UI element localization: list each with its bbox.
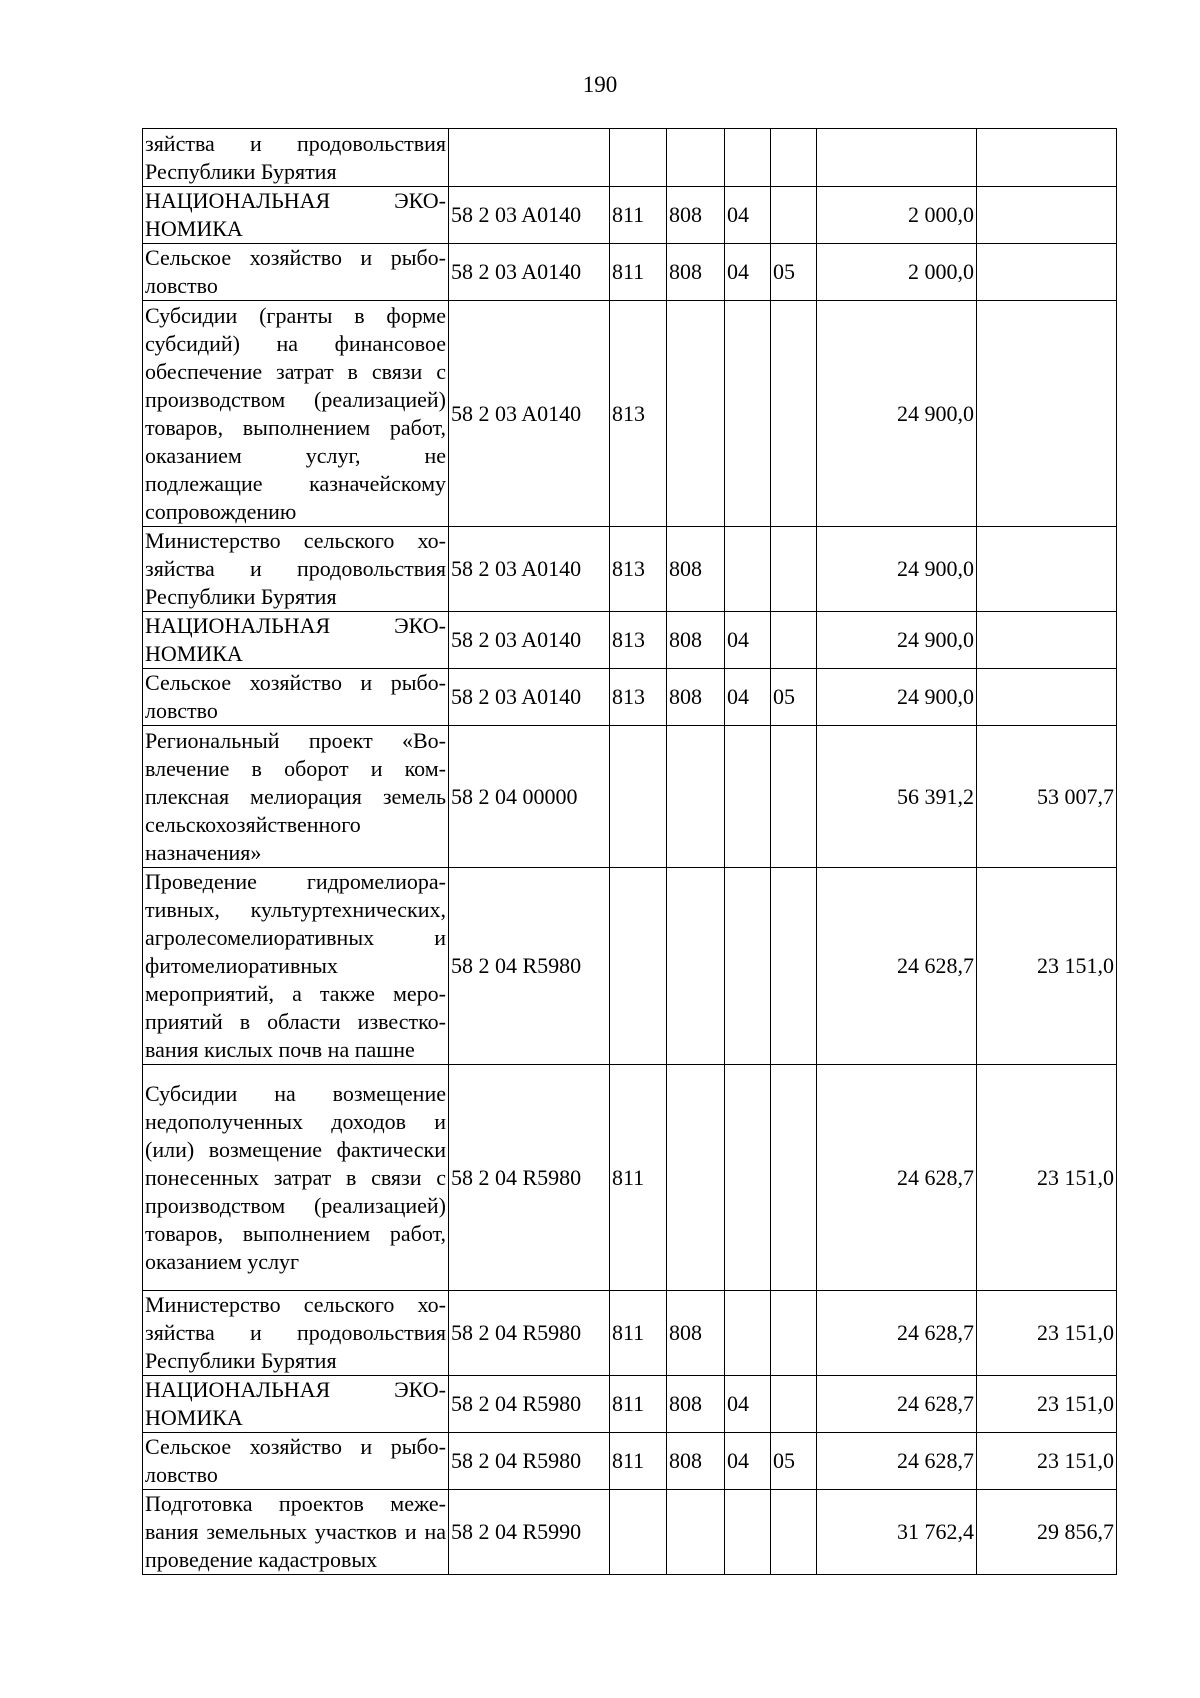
subsection-code [771,187,817,244]
table-row [143,1065,1117,1291]
row-name: Сельское хозяйство и рыболовство [143,1433,449,1490]
amount-year-1: 24 628,7 [817,1433,977,1490]
target-article-code: 58 2 03 A0140 [449,669,610,726]
section-code [725,1291,771,1376]
target-article-code: 58 2 03 A0140 [449,301,610,527]
section-code [725,527,771,612]
amount-year-2: 23 151,0 [977,868,1117,1065]
amount-year-1: 24 900,0 [817,669,977,726]
ministry-code: 808 [667,527,725,612]
expense-type-code: 811 [610,1433,667,1490]
section-code: 04 [725,612,771,669]
subsection-code [771,301,817,527]
section-code: 04 [725,1376,771,1433]
section-code [725,301,771,527]
row-name: Сельское хозяйство и рыболовство [143,244,449,301]
amount-year-1: 2 000,0 [817,244,977,301]
row-name: Субсидии (гранты в форме субсидий) на финансовое обеспечение затрат в связи с производством (реализацией) товаров, выполнением работ, оказанием услуг, не подлежащие казначейскому сопровождению [143,301,449,527]
ministry-code: 808 [667,1291,725,1376]
amount-year-1: 56 391,2 [817,726,977,868]
amount-year-2 [977,527,1117,612]
ministry-code: 808 [667,244,725,301]
row-name: НАЦИОНАЛЬНАЯ ЭКОНОМИКА [143,1376,449,1433]
row-name: Министерство сельского хозяйства и продовольствия Республики Бурятия [143,1291,449,1376]
expense-type-code: 811 [610,1065,667,1291]
subsection-code [771,1065,817,1291]
amount-year-1: 24 628,7 [817,868,977,1065]
expense-type-code [610,726,667,868]
row-name: Субсидии на возмещение недополученных доходов и (или) возмещение фактически понесенных затрат в связи с производством (реализацией) товаров, выполнением работ, оказанием услуг [143,1065,449,1291]
table-row [143,1376,1117,1433]
expense-type-code: 813 [610,527,667,612]
target-article-code: 58 2 04 R5990 [449,1490,610,1575]
ministry-code [667,1065,725,1291]
subsection-code: 05 [771,669,817,726]
expense-type-code: 811 [610,244,667,301]
expense-type-code: 813 [610,301,667,527]
subsection-code [771,868,817,1065]
amount-year-1: 24 628,7 [817,1376,977,1433]
amount-year-1: 24 628,7 [817,1065,977,1291]
row-name: Региональный проект «Вовлечение в оборот и комплексная мелиорация земель сельскохозяйственного назначения» [143,726,449,868]
subsection-code: 05 [771,1433,817,1490]
amount-year-1 [817,129,977,187]
amount-year-1: 24 628,7 [817,1291,977,1376]
expense-type-code: 813 [610,669,667,726]
ministry-code: 808 [667,1376,725,1433]
ministry-code: 808 [667,187,725,244]
subsection-code [771,1490,817,1575]
target-article-code: 58 2 03 A0140 [449,187,610,244]
table-row [143,669,1117,726]
subsection-code: 05 [771,244,817,301]
target-article-code: 58 2 04 R5980 [449,1291,610,1376]
amount-year-2 [977,129,1117,187]
subsection-code [771,612,817,669]
subsection-code [771,1376,817,1433]
expense-type-code [610,1490,667,1575]
row-name: Подготовка проектов межевания земельных участков и на проведение кадастровых [143,1490,449,1575]
table-row [143,187,1117,244]
amount-year-2 [977,669,1117,726]
amount-year-1: 24 900,0 [817,527,977,612]
table-row [143,129,1117,187]
target-article-code: 58 2 04 R5980 [449,868,610,1065]
target-article-code: 58 2 04 00000 [449,726,610,868]
ministry-code [667,868,725,1065]
subsection-code [771,527,817,612]
table-row [143,1433,1117,1490]
amount-year-2: 23 151,0 [977,1433,1117,1490]
ministry-code: 808 [667,612,725,669]
amount-year-2 [977,187,1117,244]
table-row [143,527,1117,612]
subsection-code [771,726,817,868]
subsection-code [771,129,817,187]
target-article-code: 58 2 03 A0140 [449,612,610,669]
ministry-code [667,301,725,527]
section-code [725,129,771,187]
amount-year-2 [977,301,1117,527]
expense-type-code: 811 [610,1376,667,1433]
amount-year-2: 29 856,7 [977,1490,1117,1575]
section-code [725,726,771,868]
target-article-code: 58 2 04 R5980 [449,1065,610,1291]
target-article-code: 58 2 03 A0140 [449,527,610,612]
amount-year-2: 23 151,0 [977,1291,1117,1376]
row-name: Сельское хозяйство и рыболовство [143,669,449,726]
amount-year-2 [977,612,1117,669]
table-row [143,612,1117,669]
table-body [143,129,1117,1575]
target-article-code [449,129,610,187]
row-name: Проведение гидромелиоративных, культуртехнических, агролесомелиоративных и фитомелиоративных мероприятий, а также мероприятий в области известкования кислых почв на пашне [143,868,449,1065]
expense-type-code: 811 [610,1291,667,1376]
row-name: НАЦИОНАЛЬНАЯ ЭКОНОМИКА [143,187,449,244]
table-row [143,1490,1117,1575]
amount-year-2: 23 151,0 [977,1065,1117,1291]
target-article-code: 58 2 03 A0140 [449,244,610,301]
section-code [725,1490,771,1575]
amount-year-1: 24 900,0 [817,301,977,527]
budget-table [142,128,1117,1575]
ministry-code [667,1490,725,1575]
section-code [725,1065,771,1291]
ministry-code [667,726,725,868]
table-row [143,726,1117,868]
table-row [143,1291,1117,1376]
subsection-code [771,1291,817,1376]
target-article-code: 58 2 04 R5980 [449,1433,610,1490]
expense-type-code [610,868,667,1065]
amount-year-2: 23 151,0 [977,1376,1117,1433]
expense-type-code [610,129,667,187]
expense-type-code: 813 [610,612,667,669]
row-name: зяйства и продовольствия Республики Бурятия [143,129,449,187]
section-code: 04 [725,669,771,726]
target-article-code: 58 2 04 R5980 [449,1376,610,1433]
row-name: НАЦИОНАЛЬНАЯ ЭКОНОМИКА [143,612,449,669]
amount-year-1: 31 762,4 [817,1490,977,1575]
amount-year-2 [977,244,1117,301]
amount-year-1: 24 900,0 [817,612,977,669]
ministry-code [667,129,725,187]
amount-year-1: 2 000,0 [817,187,977,244]
table-row [143,868,1117,1065]
section-code: 04 [725,1433,771,1490]
amount-year-2: 53 007,7 [977,726,1117,868]
row-name: Министерство сельского хозяйства и продовольствия Республики Бурятия [143,527,449,612]
table-row [143,301,1117,527]
ministry-code: 808 [667,1433,725,1490]
page-number: 190 [582,72,618,97]
section-code: 04 [725,244,771,301]
table-row [143,244,1117,301]
section-code: 04 [725,187,771,244]
section-code [725,868,771,1065]
expense-type-code: 811 [610,187,667,244]
ministry-code: 808 [667,669,725,726]
